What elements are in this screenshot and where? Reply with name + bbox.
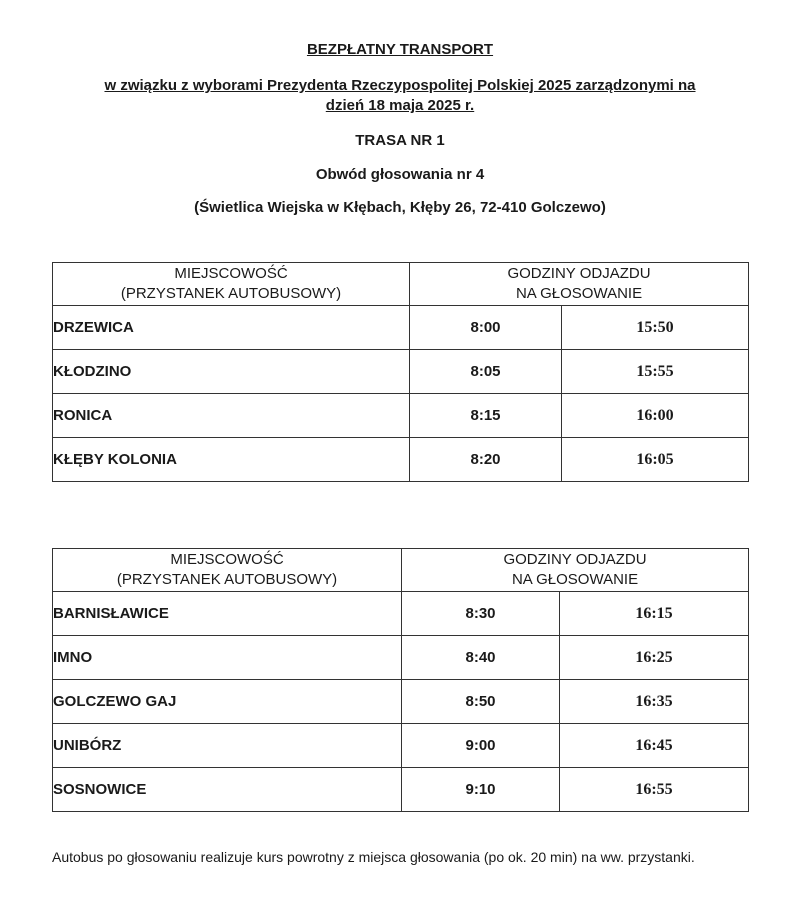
departure-time-cell: 8:50 — [402, 680, 560, 724]
table-row — [53, 394, 749, 438]
place-cell: RONICA — [53, 394, 410, 438]
return-trip-note: Autobus po głosowaniu realizuje kurs powrotny z miejsca głosowania (po ok. 20 min) na ww. przystanki. — [52, 849, 695, 865]
title-line-1: w związku z wyborami Prezydenta Rzeczypospolitej Polskiej 2025 zarządzonymi na — [104, 77, 696, 94]
times-header-line2: NA GŁOSOWANIE — [515, 285, 643, 302]
departure-time-cell: 8:40 — [402, 636, 560, 680]
place-header-line1: MIEJSCOWOŚĆ — [170, 551, 284, 568]
place-cell: KŁODZINO — [53, 350, 410, 394]
voting-address: (Świetlica Wiejska w Kłębach, Kłęby 26, 72-410 Golczewo) — [194, 199, 606, 216]
table-row — [53, 680, 749, 724]
second-departure-time-cell: 15:50 — [562, 306, 749, 350]
table-row — [53, 306, 749, 350]
table-row — [53, 724, 749, 768]
title-line-2: dzień 18 maja 2025 r. — [325, 97, 475, 114]
departure-time-cell: 8:05 — [410, 350, 562, 394]
voting-district: Obwód głosowania nr 4 — [315, 166, 485, 183]
times-column-header — [410, 263, 749, 306]
schedule-table-1 — [52, 262, 749, 482]
second-departure-time-cell: 16:05 — [562, 438, 749, 482]
departure-time-cell: 8:15 — [410, 394, 562, 438]
schedule-table-2 — [52, 548, 749, 812]
departure-time-cell: 9:10 — [402, 768, 560, 812]
place-cell: DRZEWICA — [53, 306, 410, 350]
second-departure-time-cell: 16:00 — [562, 394, 749, 438]
second-departure-time-cell: 16:45 — [560, 724, 749, 768]
place-cell: BARNISŁAWICE — [53, 592, 402, 636]
times-column-header — [402, 549, 749, 592]
second-departure-time-cell: 16:25 — [560, 636, 749, 680]
table-header-row — [53, 263, 749, 306]
table-row — [53, 768, 749, 812]
departure-time-cell: 8:30 — [402, 592, 560, 636]
place-cell: SOSNOWICE — [53, 768, 402, 812]
place-cell: KŁĘBY KOLONIA — [53, 438, 410, 482]
place-column-header — [53, 263, 410, 306]
table-header-row — [53, 549, 749, 592]
times-header-line1: GODZINY ODJAZDU — [507, 265, 651, 282]
times-header-line2: NA GŁOSOWANIE — [511, 571, 639, 588]
departure-time-cell: 8:20 — [410, 438, 562, 482]
times-header-line1: GODZINY ODJAZDU — [503, 551, 647, 568]
document-title: BEZPŁATNY TRANSPORT — [306, 41, 494, 58]
place-header-line1: MIEJSCOWOŚĆ — [174, 265, 288, 282]
table-row — [53, 438, 749, 482]
place-column-header — [53, 549, 402, 592]
place-cell: GOLCZEWO GAJ — [53, 680, 402, 724]
table-row — [53, 636, 749, 680]
table-row — [53, 592, 749, 636]
place-header-line2: (PRZYSTANEK AUTOBUSOWY) — [116, 571, 338, 588]
departure-time-cell: 9:00 — [402, 724, 560, 768]
departure-time-cell: 8:00 — [410, 306, 562, 350]
table-row — [53, 350, 749, 394]
second-departure-time-cell: 16:55 — [560, 768, 749, 812]
route-number: TRASA NR 1 — [355, 132, 445, 149]
second-departure-time-cell: 16:35 — [560, 680, 749, 724]
second-departure-time-cell: 15:55 — [562, 350, 749, 394]
second-departure-time-cell: 16:15 — [560, 592, 749, 636]
place-cell: UNIBÓRZ — [53, 724, 402, 768]
place-cell: IMNO — [53, 636, 402, 680]
place-header-line2: (PRZYSTANEK AUTOBUSOWY) — [120, 285, 342, 302]
